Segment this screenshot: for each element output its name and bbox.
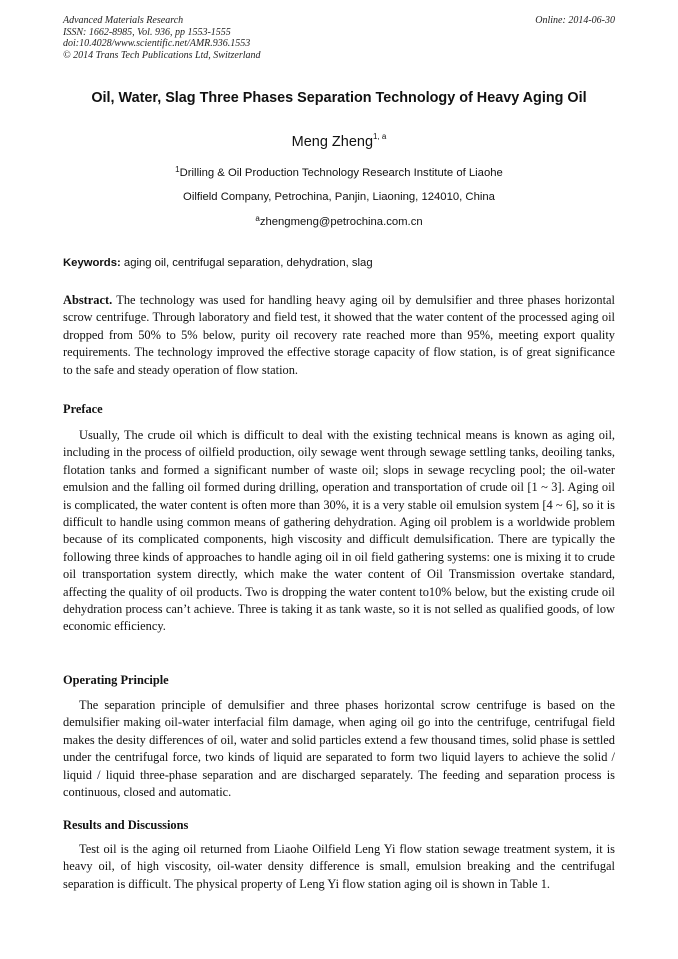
online-date: Online: 2014-06-30 (535, 15, 615, 26)
author-line (0, 134, 678, 150)
section-body-operating-principle: The separation principle of demulsifier and three phases horizontal scrow centrifuge is based on the demulsifier making oil-water interfacial film damage, when aging oil go into the centrifuge, centrifugal field makes the desity differences of oil, water and solid particles extend a few thousand times, solid phase is settled under the centrifugal force, two kinds of liquid are separated to form two liquid layers to achieve the solid / liquid / liquid three-phase separation and are discharged separately. The feeding and separation process is continuous, closed and automatic. (63, 698, 615, 800)
affiliation-line-1 (0, 167, 678, 179)
email-address: zhengmeng@petrochina.com.cn (259, 216, 423, 228)
email-line (0, 216, 678, 228)
author-name: Meng Zheng (291, 134, 374, 150)
abstract-label: Abstract. (63, 293, 113, 307)
abstract (63, 292, 615, 379)
section-body-preface: Usually, The crude oil which is difficult to deal with the existing technical means is known as aging oil, including in the process of oilfield production, oily sewage went through sewage settling tanks, deoiling tanks, flotation tanks and formed a significant number of waste oil; slops in sewage recycling pool; the oil-water emulsion and the falling oil formed during drilling, operation and transportation of crude oil [1 ~ 3]. Aging oil is complicated, the water content is often more than 30%, it is a very stable oil emulsion system [4 ~ 6], so it is difficult to handle using common means of gathering dehydration. Aging oil problem is a worldwide problem because of its complicated components, high viscosity and difficult demulsification. There are typically the following three kinds of approaches to handle aging oil in oil field gathering systems: one is mixing it to crude oil transportation system directly, which make the water content of Oil Transmission overtake standard, affecting the quality of oil products. Two is dropping the water content to10% below, but the existing crude oil dehydration process can’t achieve. Three is taking it as tank waste, so it is not selled as qualified goods, of low economic efficiency. (63, 428, 615, 634)
email-sup: a (255, 214, 260, 223)
section-body-results: Test oil is the aging oil returned from Liaohe Oilfield Leng Yi flow station sewage treatment system, it is heavy oil, of high viscosity, oil-water density difference is small, emulsion breaking and the centrifugal separation is difficult. The physical property of Leng Yi flow station aging oil is shown in Table 1. (63, 842, 615, 891)
keywords-label: Keywords: (63, 257, 121, 269)
section-heading-results: Results and Discussions (63, 818, 189, 832)
doi-line: doi:10.4028/www.scientific.net/AMR.936.1553 (63, 38, 251, 50)
affiliation-text-1: Drilling & Oil Production Technology Research Institute of Liaohe (179, 167, 503, 179)
keywords-text: aging oil, centrifugal separation, dehydration, slag (123, 257, 373, 269)
section-heading-preface: Preface (63, 402, 103, 416)
running-header (63, 15, 615, 61)
section-heading-operating-principle: Operating Principle (63, 673, 169, 687)
keywords (63, 257, 618, 269)
paper-title: Oil, Water, Slag Three Phases Separation Technology of Heavy Aging Oil (91, 90, 587, 106)
author-sup: 1, a (373, 132, 387, 141)
affiliation-sup: 1 (175, 165, 180, 174)
issn-line: ISSN: 1662-8985, Vol. 936, pp 1553-1555 (63, 26, 231, 38)
abstract-text: The technology was used for handling heavy aging oil by demulsifier and three phases horizontal scrow centrifuge. Through laboratory and field test, it showed that the water content of the processed aging oil dropped from 50% to 5% below, purity oil recovery rate reached more than 95%, meeting export quality requirements. The technology improved the effective storage capacity of flow station, is of great significance to the safe and steady operation of flow station. (63, 293, 615, 377)
affiliation-text-2: Oilfield Company, Petrochina, Panjin, Liaoning, 124010, China (183, 191, 495, 203)
journal-name: Advanced Materials Research (63, 15, 184, 26)
affiliation-line-2 (0, 191, 678, 203)
copyright-line: © 2014 Trans Tech Publications Ltd, Switzerland (63, 49, 261, 61)
